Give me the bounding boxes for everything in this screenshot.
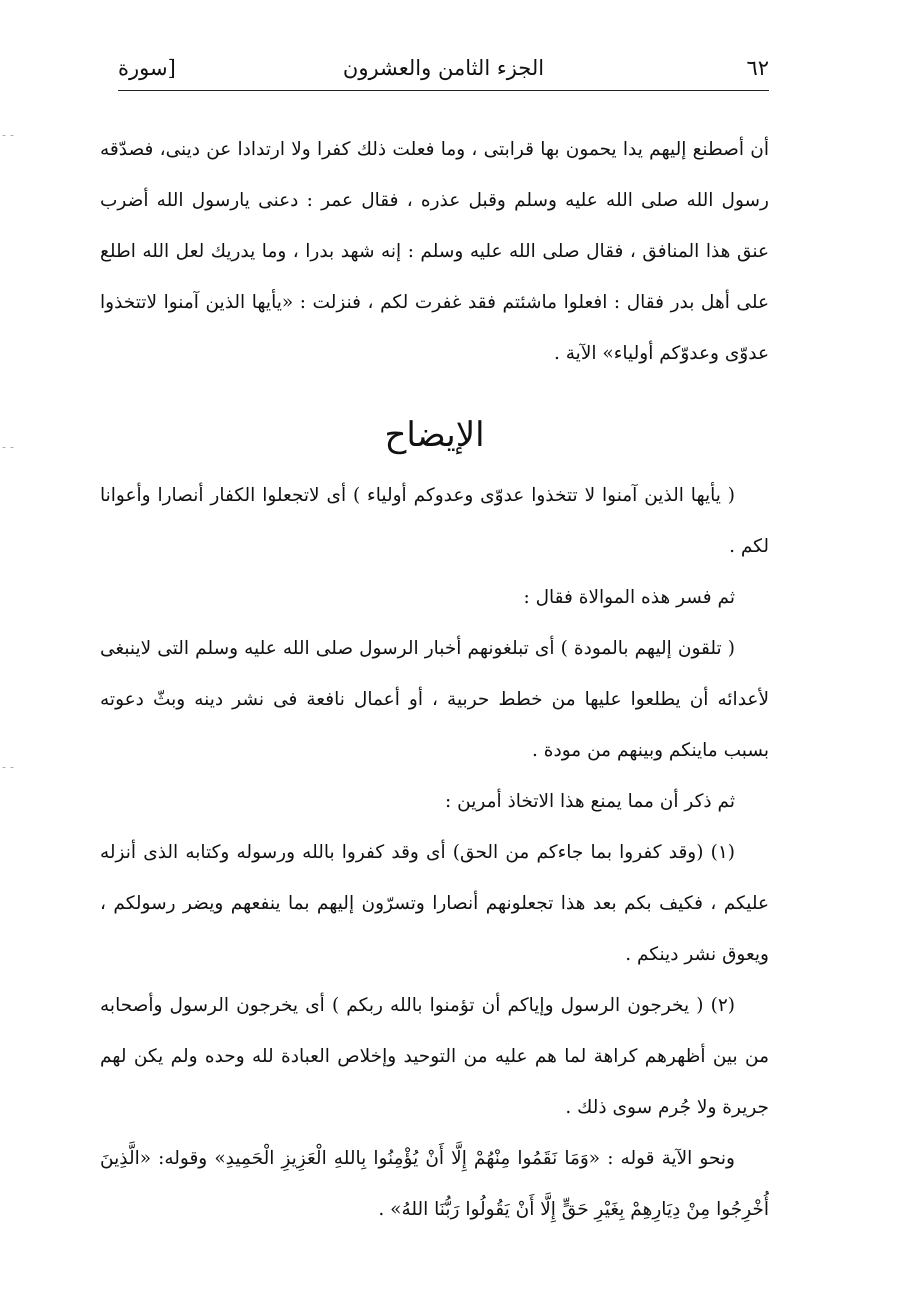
body-paragraph: ( يأيها الذين آمنوا لا تتخذوا عدوّى وعدوكم أولياء ) أى لاتجعلوا الكفار أنصارا وأعوانا لكم .: [100, 485, 769, 557]
body-paragraph: ونحو الآية قوله : «وَمَا نَقَمُوا مِنْهُمْ إِلَّا أَنْ يُؤْمِنُوا بِاللهِ الْعَزِيزِ الْحَمِيدِ» وقوله: «الَّذِينَ أُخْرِجُوا مِنْ دِيَارِهِمْ بِغَيْرِ حَقٍّ إِلَّا أَنْ يَقُولُوا رَبُّنَا اللهُ» .: [100, 1148, 769, 1220]
surah-label: [سورة: [118, 56, 176, 80]
intro-paragraph: أن أصطنع إليهم يدا يحمون بها قرابتى ، وما فعلت ذلك كفرا ولا ارتدادا عن دينى، فصدّقه رسول الله صلى الله عليه وسلم وقبل عذره ، فقال عمر : دعنى يارسول الله أضرب عنق هذا المنافق ، فقال صلى الله عليه وسلم : إنه شهد بدرا ، وما يدريك لعل الله اطلع على أهل بدر فقال : افعلوا ماشئتم فقد غفرت لكم ، فنزلت : «يأيها الذين آمنوا لاتتخذوا عدوّى وعدوّكم أولياء» الآية .: [100, 139, 769, 364]
body-paragraph: (١) (وقد كفروا بما جاءكم من الحق) أى وقد كفروا بالله ورسوله وكتابه الذى أنزله عليكم ، فكيف بكم بعد هذا تجعلونهم أنصارا وتسرّون إليهم بما ينفعهم ويضر رسولكم ، ويعوق نشر دينكم .: [100, 842, 769, 965]
page-number: ٦٢: [746, 56, 769, 80]
explanation-body: [100, 470, 769, 1235]
body-paragraph: ثم ذكر أن مما يمنع هذا الاتخاذ أمرين :: [445, 791, 735, 812]
body-paragraph: ثم فسر هذه الموالاة فقال :: [523, 587, 735, 608]
part-title: الجزء الثامن والعشرون: [342, 56, 545, 80]
body-paragraph: (٢) ( يخرجون الرسول وإياكم أن تؤمنوا بالله ربكم ) أى يخرجون الرسول وأصحابه من بين أظهرهم كراهة لما هم عليه من التوحيد وإخلاص العبادة لله وحده ولم يكن لهم جريرة ولا جُرم سوى ذلك .: [100, 995, 769, 1118]
section-heading: الإيضاح: [384, 415, 485, 455]
body-paragraph: ( تلقون إليهم بالمودة ) أى تبلغونهم أخبار الرسول صلى الله عليه وسلم التى لاينبغى لأعدائه أن يطلعوا عليها من خطط حربية ، أو أعمال نافعة فى نشر دينه وبثّ دعوته بسبب ماينكم وبينهم من مودة .: [100, 638, 769, 761]
intro-text: [100, 124, 769, 379]
page-header: [118, 50, 769, 91]
scan-margin-mark: - -: [2, 440, 14, 454]
scan-margin-mark: - -: [2, 128, 14, 142]
scan-margin-mark: - -: [2, 760, 14, 774]
